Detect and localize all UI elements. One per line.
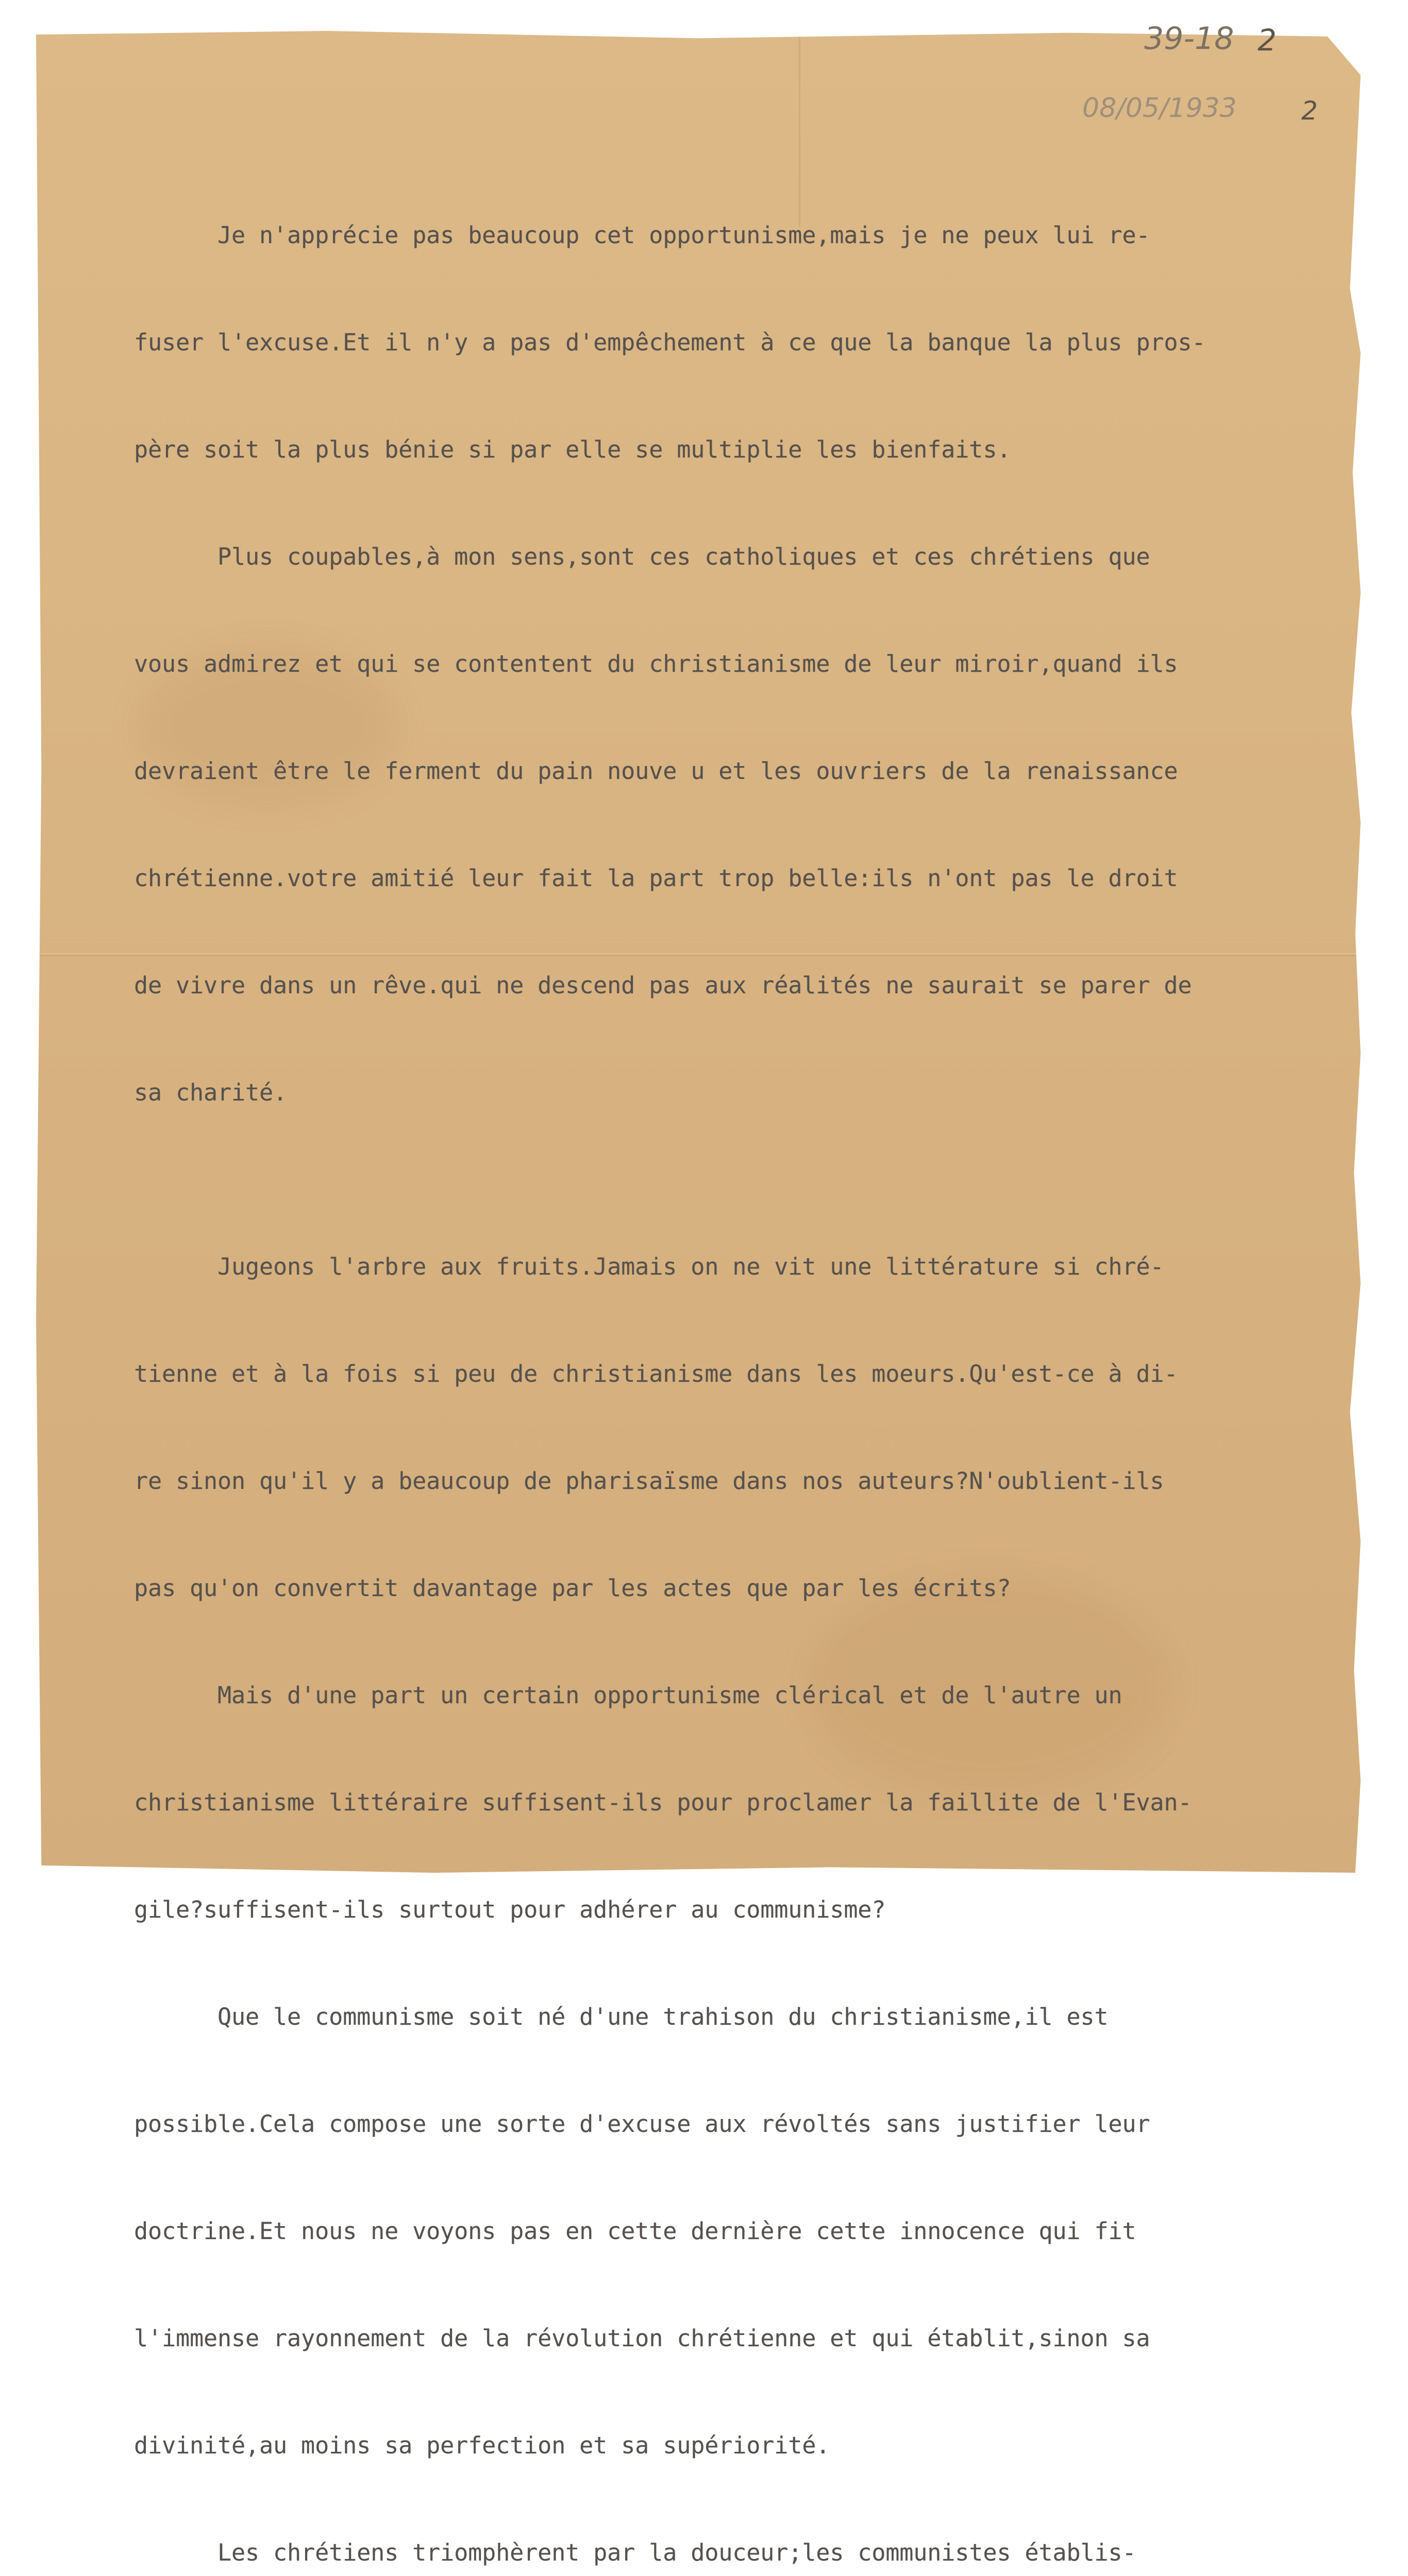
text-line: père soit la plus bénie si par elle se multiplie les bienfaits.	[134, 436, 1011, 463]
text-line: devraient être le ferment du pain nouve u et les ouvriers de la renaissance	[134, 757, 1178, 785]
text-line: vous admirez et qui se contentent du christianisme de leur miroir,quand ils	[134, 650, 1178, 677]
text-line: Mais d'une part un certain opportunisme clérical et de l'autre un	[134, 1682, 1122, 1709]
text-line: Plus coupables,à mon sens,sont ces catholiques et ces chrétiens que	[134, 543, 1150, 570]
archive-date-note: 08/05/1933	[1082, 93, 1237, 124]
text-line: chrétienne.votre amitié leur fait la part trop belle:ils n'ont pas le droit	[134, 865, 1178, 892]
text-line: Jugeons l'arbre aux fruits.Jamais on ne vit une littérature si chré-	[134, 1253, 1164, 1280]
text-line: pas qu'on convertit davantage par les actes que par les écrits?	[134, 1574, 1011, 1602]
typewritten-letter-body	[134, 155, 1361, 2576]
text-line: l'immense rayonnement de la révolution chrétienne et qui établit,sinon sa	[134, 2325, 1150, 2352]
text-line: re sinon qu'il y a beaucoup de pharisaïsme dans nos auteurs?N'oublient-ils	[134, 1467, 1164, 1495]
archive-date-page-note: 2	[1301, 96, 1318, 126]
text-line: doctrine.Et nous ne voyons pas en cette dernière cette innocence qui fit	[134, 2217, 1136, 2245]
archive-reference-note: 39-18	[1144, 21, 1234, 57]
text-line: Les chrétiens triomphèrent par la douceur;les communistes établis-	[134, 2539, 1136, 2566]
text-line: gile?suffisent-ils surtout pour adhérer au communisme?	[134, 1896, 886, 1923]
paragraph-gap	[134, 1174, 1361, 1186]
text-line: divinité,au moins sa perfection et sa supériorité.	[134, 2432, 830, 2459]
text-line: tienne et à la fois si peu de christianisme dans les moeurs.Qu'est-ce à di-	[134, 1360, 1178, 1387]
archive-reference-page-note: 2	[1258, 23, 1277, 58]
text-line: sa charité.	[134, 1079, 288, 1106]
text-line: Que le communisme soit né d'une trahison du christianisme,il est	[134, 2003, 1109, 2030]
text-line: de vivre dans un rêve.qui ne descend pas aux réalités ne saurait se parer de	[134, 972, 1192, 999]
text-line: possible.Cela compose une sorte d'excuse aux révoltés sans justifier leur	[134, 2110, 1150, 2138]
text-line: Je n'apprécie pas beaucoup cet opportunisme,mais je ne peux lui re-	[134, 222, 1150, 249]
text-line: christianisme littéraire suffisent-ils pour proclamer la faillite de l'Evan-	[134, 1789, 1192, 1816]
text-line: fuser l'excuse.Et il n'y a pas d'empêchement à ce que la banque la plus pros-	[134, 329, 1206, 356]
